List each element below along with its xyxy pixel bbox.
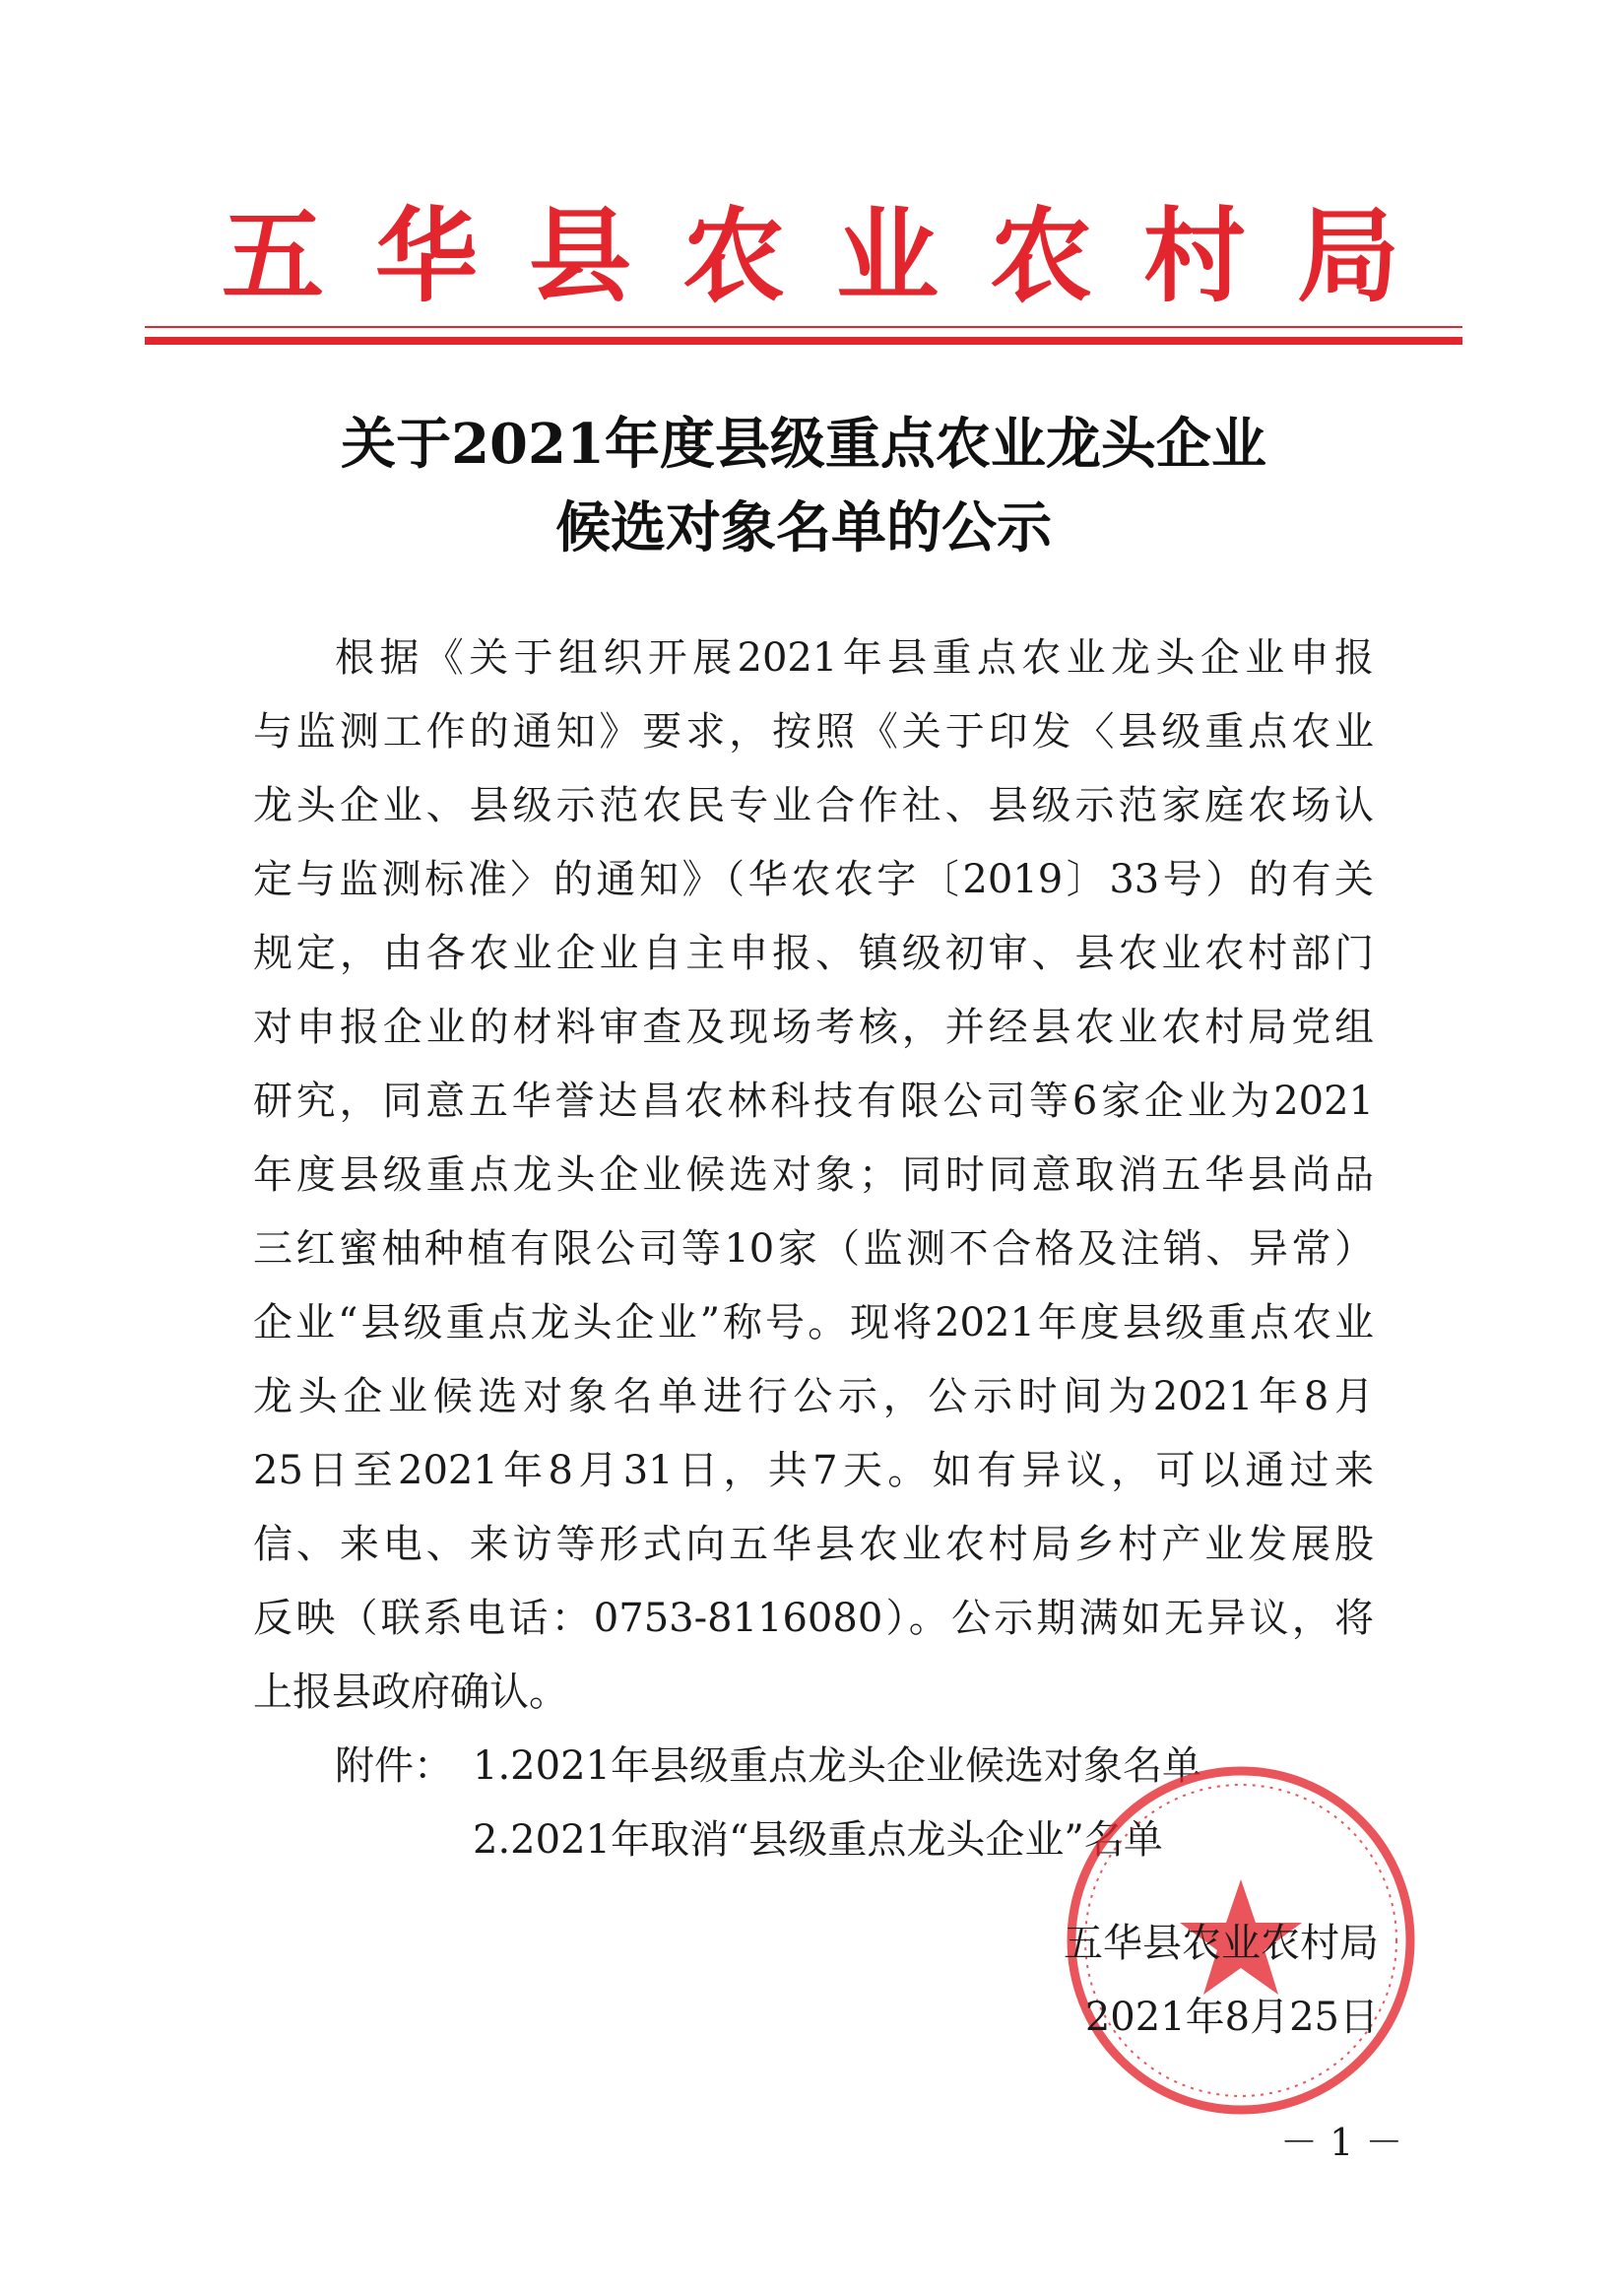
page-number: － 1 －: [1280, 2121, 1403, 2164]
body-line: 年度县级重点龙头企业候选对象；同时同意取消五华县尚品: [253, 1152, 1374, 1198]
body-line: 企业“县级重点龙头企业”称号。现将2021年度县级重点农业: [253, 1300, 1374, 1345]
body-line: 龙头企业候选对象名单进行公示，公示时间为2021年8月: [253, 1374, 1374, 1419]
body-line: 上报县政府确认。: [253, 1670, 568, 1715]
issuing-organization-header: 五华县农业农村局: [222, 195, 1452, 316]
header-thin-rule: [145, 326, 1462, 328]
body-line: 25日至2021年8月31日，共7天。如有异议，可以通过来: [253, 1448, 1374, 1493]
body-line: 龙头企业、县级示范农民专业合作社、县级示范家庭农场认: [253, 783, 1374, 828]
attachment-label: 附件：: [335, 1743, 453, 1789]
body-line: 与监测工作的通知》要求，按照《关于印发〈县级重点农业: [253, 709, 1374, 754]
body-line: 对申报企业的材料审查及现场考核，并经县农业农村局党组: [253, 1005, 1374, 1050]
body-line: 反映（联系电话：0753-8116080）。公示期满如无异议，将: [253, 1596, 1374, 1641]
body-line: 研究，同意五华誉达昌农林科技有限公司等6家企业为2021: [253, 1079, 1374, 1124]
signature-organization: 五华县农业农村局: [1064, 1921, 1379, 1966]
body-line: 根据《关于组织开展2021年县重点农业龙头企业申报: [335, 635, 1374, 681]
body-line: 定与监测标准〉的通知》（华农农字〔2019〕33号）的有关: [253, 857, 1374, 902]
attachment-item-1: 1.2021年县级重点龙头企业候选对象名单: [473, 1743, 1201, 1789]
body-line: 信、来电、来访等形式向五华县农业农村局乡村产业发展股: [253, 1522, 1374, 1567]
document-title-line-2: 候选对象名单的公示: [555, 495, 1052, 560]
attachment-item-2: 2.2021年取消“县级重点龙头企业”名单: [473, 1817, 1163, 1863]
body-line: 规定，由各农业企业自主申报、镇级初审、县农业农村部门: [253, 931, 1374, 976]
document-title-line-1: 关于2021年度县级重点农业龙头企业: [341, 412, 1266, 477]
body-line: 三红蜜柚种植有限公司等10家（监测不合格及注销、异常）: [253, 1226, 1374, 1272]
signature-date: 2021年8月25日: [1084, 1995, 1379, 2040]
header-red-rule: [145, 337, 1462, 345]
